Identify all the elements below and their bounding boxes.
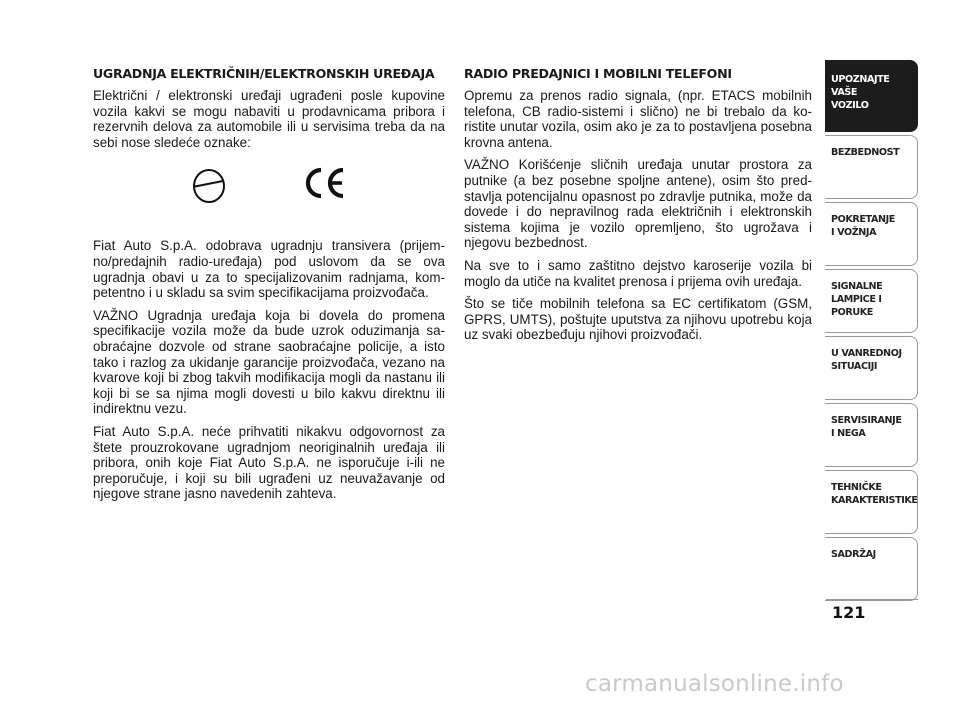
paragraph: Električni / elektronski uređaji ugrađeni posle kupovine vozila kakvi se mogu nabaviti u prodavnicama pribora i rezervnih delova za automobile ili u servisima treba da na sebi nose sledeće oznake:	[93, 88, 445, 150]
right-column	[464, 66, 812, 350]
tab-sadrzaj[interactable]: SADRŽAJ	[825, 537, 918, 601]
e-mark-symbol-icon	[192, 168, 226, 204]
tab-servisiranje-i-nega[interactable]: SERVISIRANJE I NEGA	[825, 403, 918, 467]
paragraph: Fiat Auto S.p.A. neće prihvatiti nikakvu odgovornost za štete prouzrokovane ugradnjom neoriginalnih uređaja ili pribora, onih koje Fiat Auto S.p.A. ne isporučuje i-ili ne preporučuje, i koji su bili ugrađeni uz neuvažavanje od njegove strane jasno navedenih zahteva.	[93, 423, 445, 502]
tab-pokretanje-i-voznja[interactable]: POKRETANJE I VOŽNJA	[825, 202, 918, 266]
page-number-divider	[826, 599, 918, 600]
paragraph: Što se tiče mobilnih telefona sa EC certifikatom (GSM, GPRS, UMTS), poštujte uputstva za njihovu upotrebu koja uz svaki obezbeđuju njihovi proizvođači.	[464, 296, 812, 343]
chapter-tabs	[825, 60, 918, 604]
certification-symbols	[93, 164, 445, 226]
left-column	[93, 66, 445, 509]
paragraph: VAŽNO Korišćenje sličnih uređaja unutar prostora za putnike (a bez posebne spoljne antene), osim što predstavlja potencijalnu opasnost po zdravlje putnika, može da dovede i do nepravilnog rada električnih i elektronskih sistema kojima je vozilo opremljeno, što ugrožava i njegovu bezbednost.	[464, 157, 812, 251]
page-number: 121	[832, 603, 866, 622]
paragraph: VAŽNO Ugradnja uređaja koja bi dovela do promena specifikacije vozila može da bude uzrok oduzimanja saobraćajne dozvole od strane saobraćajne policije, a isto tako i razlog za ukidanje garancije proizvođača, vezano na kvarove koji bi zbog takvih modifikacija mogli da nastanu ili koji bi se sa njima mogli dovesti u bilo kakvu direktnu ili indirektnu vezu.	[93, 307, 445, 417]
tab-upoznajte-vase-vozilo[interactable]: UPOZNAJTE VAŠE VOZILO	[825, 60, 918, 132]
tab-signalne-lampice[interactable]: SIGNALNE LAMPICE I PORUKE	[825, 269, 918, 333]
tab-bezbednost[interactable]: BEZBEDNOST	[825, 135, 918, 199]
ce-mark-symbol-icon	[301, 166, 347, 200]
paragraph: Fiat Auto S.p.A. odobrava ugradnju transivera (prijemno/predajnih radio-uređaja) pod uslovom da se ova ugradnja obavi u za to specijalizovanim radnjama, kompetentno i u skladu sa svim specifikacijama proizvođača.	[93, 238, 445, 301]
section-heading-electrical-devices: UGRADNJA ELEKTRIČNIH/ELEKTRONSKIH UREĐAJA	[93, 66, 435, 81]
tab-u-vanrednoj-situaciji[interactable]: U VANREDNOJ SITUACIJI	[825, 336, 918, 400]
section-heading-radio-transmitters: RADIO PREDAJNICI I MOBILNI TELEFONI	[464, 66, 732, 81]
paragraph: Opremu za prenos radio signala, (npr. ETACS mobilnih telefona, CB radio-sistemi i slično) ne bi trebalo da koristite unutar vozila, osim ako je za to postavljena posebna krovna antena.	[464, 88, 812, 150]
watermark: carmanualsonline.info	[585, 671, 844, 697]
tab-tehnicke-karakteristike[interactable]: TEHNIČKE KARAKTERISTIKE	[825, 470, 918, 534]
paragraph: Na sve to i samo zaštitno dejstvo karoserije vozila bi moglo da utiče na kvalitet prenosa i prijema ovih uređaja.	[464, 257, 812, 289]
